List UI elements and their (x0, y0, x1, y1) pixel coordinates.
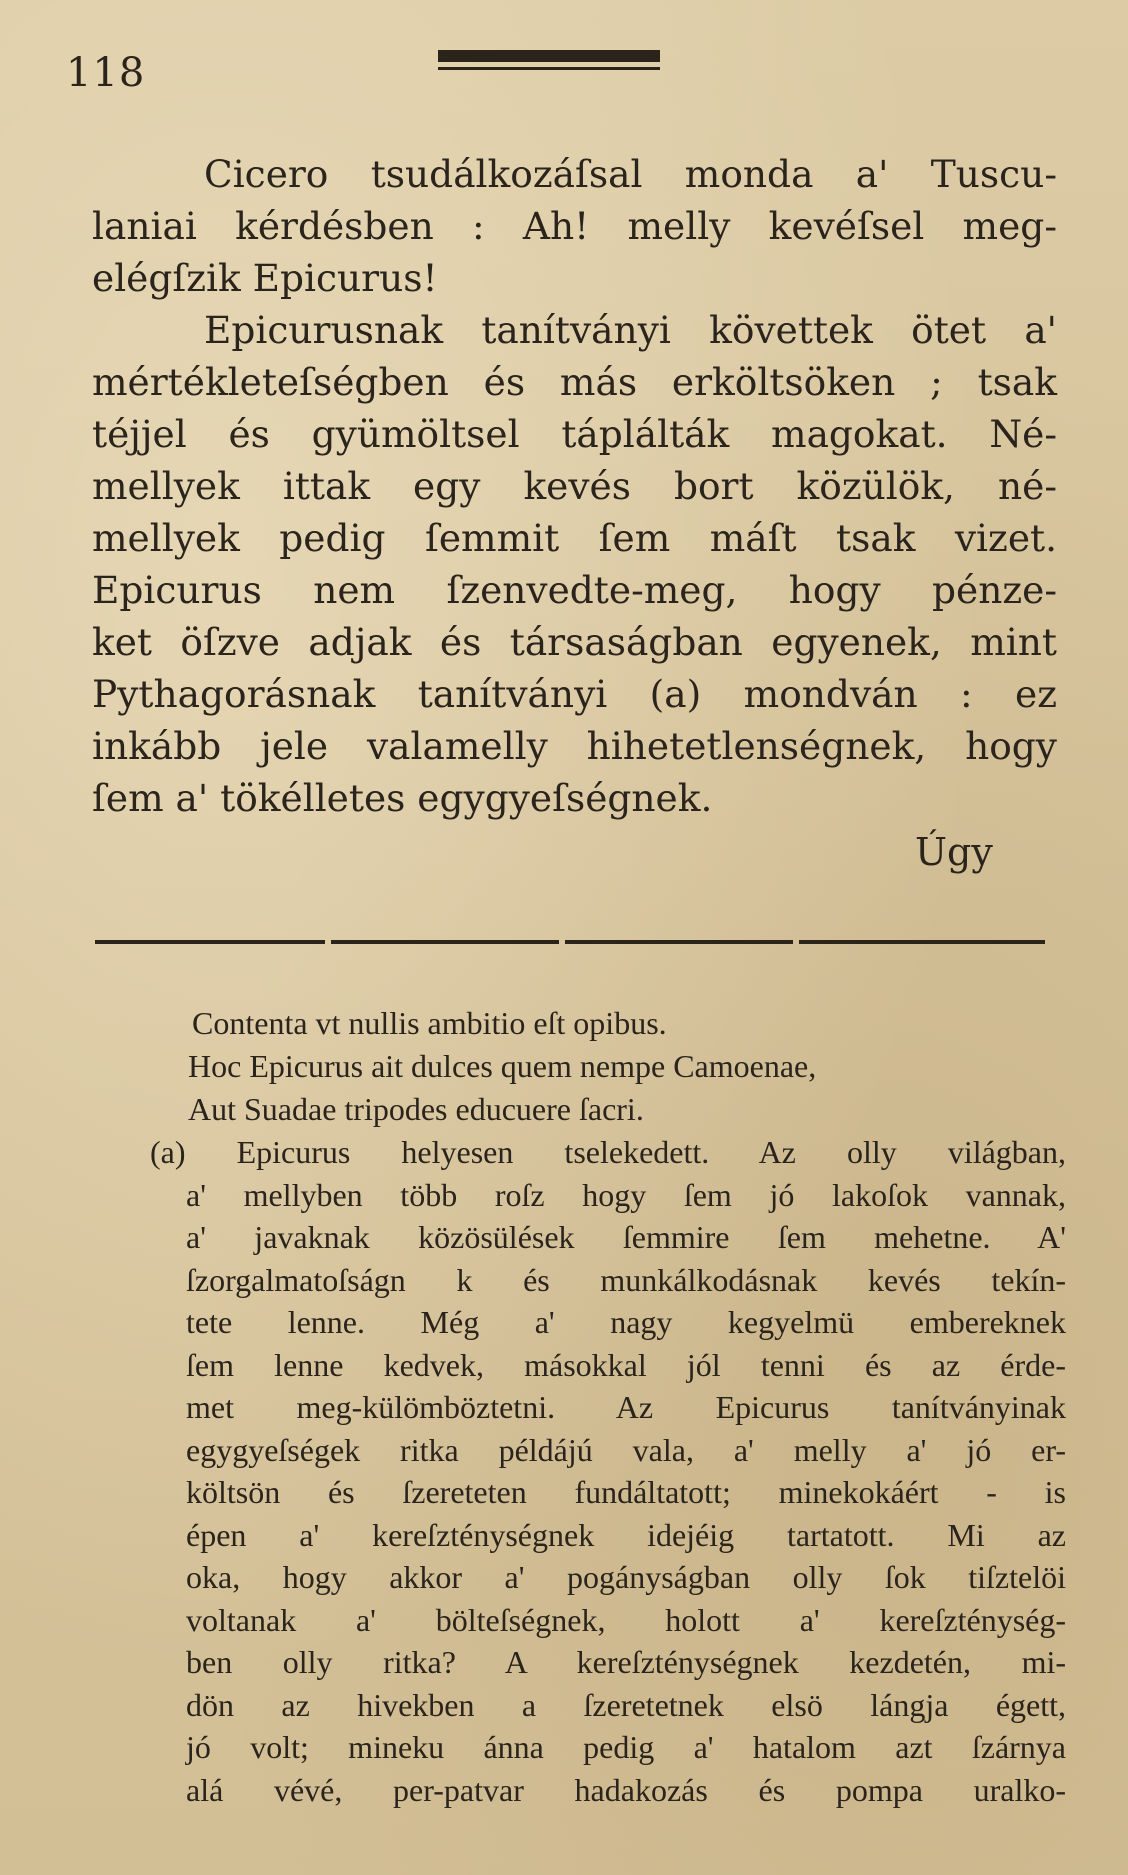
footnote-line: oka, hogy akkor a' pogányságban olly ſok tiſztelöi (186, 1559, 1066, 1595)
text-line: Pythagorásnak tanítványi (a) mondván : ez (92, 672, 1057, 716)
text-line: téjjel és gyümöltsel táplálták magokat. Né- (92, 412, 1057, 456)
text-line: Epicurusnak tanítványi követtek ötet a' (204, 308, 1057, 352)
footnote-line: jó volt; mineku ánna pedig a' hatalom azt ſzárnya (186, 1729, 1066, 1765)
footnote-line: dön az hivekben a ſzeretetnek elsö lángja égett, (186, 1686, 1066, 1723)
footnote-line: ſzorgalmatoſságn k és munkálkodásnak kevés tekín- (186, 1261, 1066, 1298)
text-line: Cicero tsudálkozáſsal monda a' Tuscu- (204, 152, 1057, 196)
text-line: ſem a' tökélletes egygyeſségnek. (92, 776, 713, 820)
footnote-line: egygyeſségek ritka példájú vala, a' melly a' jó er- (186, 1431, 1066, 1468)
footnote-line: tete lenne. Még a' nagy kegyelmü embereknek (186, 1304, 1066, 1340)
verse-line: Hoc Epicurus ait dulces quem nempe Camoenae, (188, 1048, 817, 1084)
catchword: Úgy (915, 830, 993, 874)
text-line: ket öſzve adjak és társaságban egyenek, mint (92, 620, 1057, 664)
ornament-thin-bar (438, 67, 660, 70)
header-ornament-rule (438, 50, 660, 72)
text-line: mellyek ittak egy kevés bort közülök, né- (92, 464, 1057, 508)
divider-segment (331, 940, 559, 944)
text-line: mellyek pedig ſemmit ſem máſt tsak vizet. (92, 516, 1057, 560)
divider-segment (565, 940, 793, 944)
text-line: mértékleteſségben és más erköltsöken ; tsak (92, 360, 1057, 404)
ornament-thick-bar (438, 50, 660, 62)
footnote-line: met meg-külömböztetni. Az Epicurus tanítványinak (186, 1389, 1066, 1425)
footnote-line: ſem lenne kedvek, másokkal jól tenni és az érde- (186, 1346, 1066, 1383)
text-line: inkább jele valamelly hihetetlenségnek, hogy (92, 724, 1057, 768)
text-line: laniai kérdésben : Ah! melly kevéſsel meg- (92, 204, 1057, 248)
footnote-line: a' mellyben több roſz hogy ſem jó lakoſok vannak, (186, 1176, 1066, 1213)
footnote-body (150, 1131, 1066, 1811)
footnote-line: épen a' kereſzténységnek idejéig tartatott. Mi az (186, 1516, 1066, 1553)
footnote-line: ben olly ritka? A kereſzténységnek kezdetén, mi- (186, 1644, 1066, 1680)
main-text-block (92, 148, 1057, 824)
footnote-divider-rule (95, 940, 1045, 944)
text-line: Epicurus nem ſzenvedte-meg, hogy pénze- (92, 568, 1057, 612)
divider-segment (799, 940, 1045, 944)
footnote-verse (188, 1002, 1068, 1131)
footnote-line: voltanak a' bölteſségnek, holott a' kereſzténység- (186, 1601, 1066, 1638)
divider-segment (95, 940, 325, 944)
footnote-line: alá vévé, per-patvar hadakozás és pompa uralko- (186, 1771, 1066, 1808)
footnote-line: a' javaknak közösülések ſemmire ſem mehetne. A' (186, 1219, 1066, 1255)
verse-line: Aut Suadae tripodes educuere ſacri. (188, 1091, 644, 1127)
text-line: elégſzik Epicurus! (92, 256, 438, 300)
verse-line: Contenta vt nullis ambitio eſt opibus. (192, 1005, 667, 1041)
footnote-line: (a) Epicurus helyesen tselekedett. Az olly világban, (150, 1134, 1066, 1170)
page-number: 118 (66, 50, 146, 96)
footnote-line: költsön és ſzereteten fundáltatott; minekokáért - is (186, 1474, 1066, 1510)
